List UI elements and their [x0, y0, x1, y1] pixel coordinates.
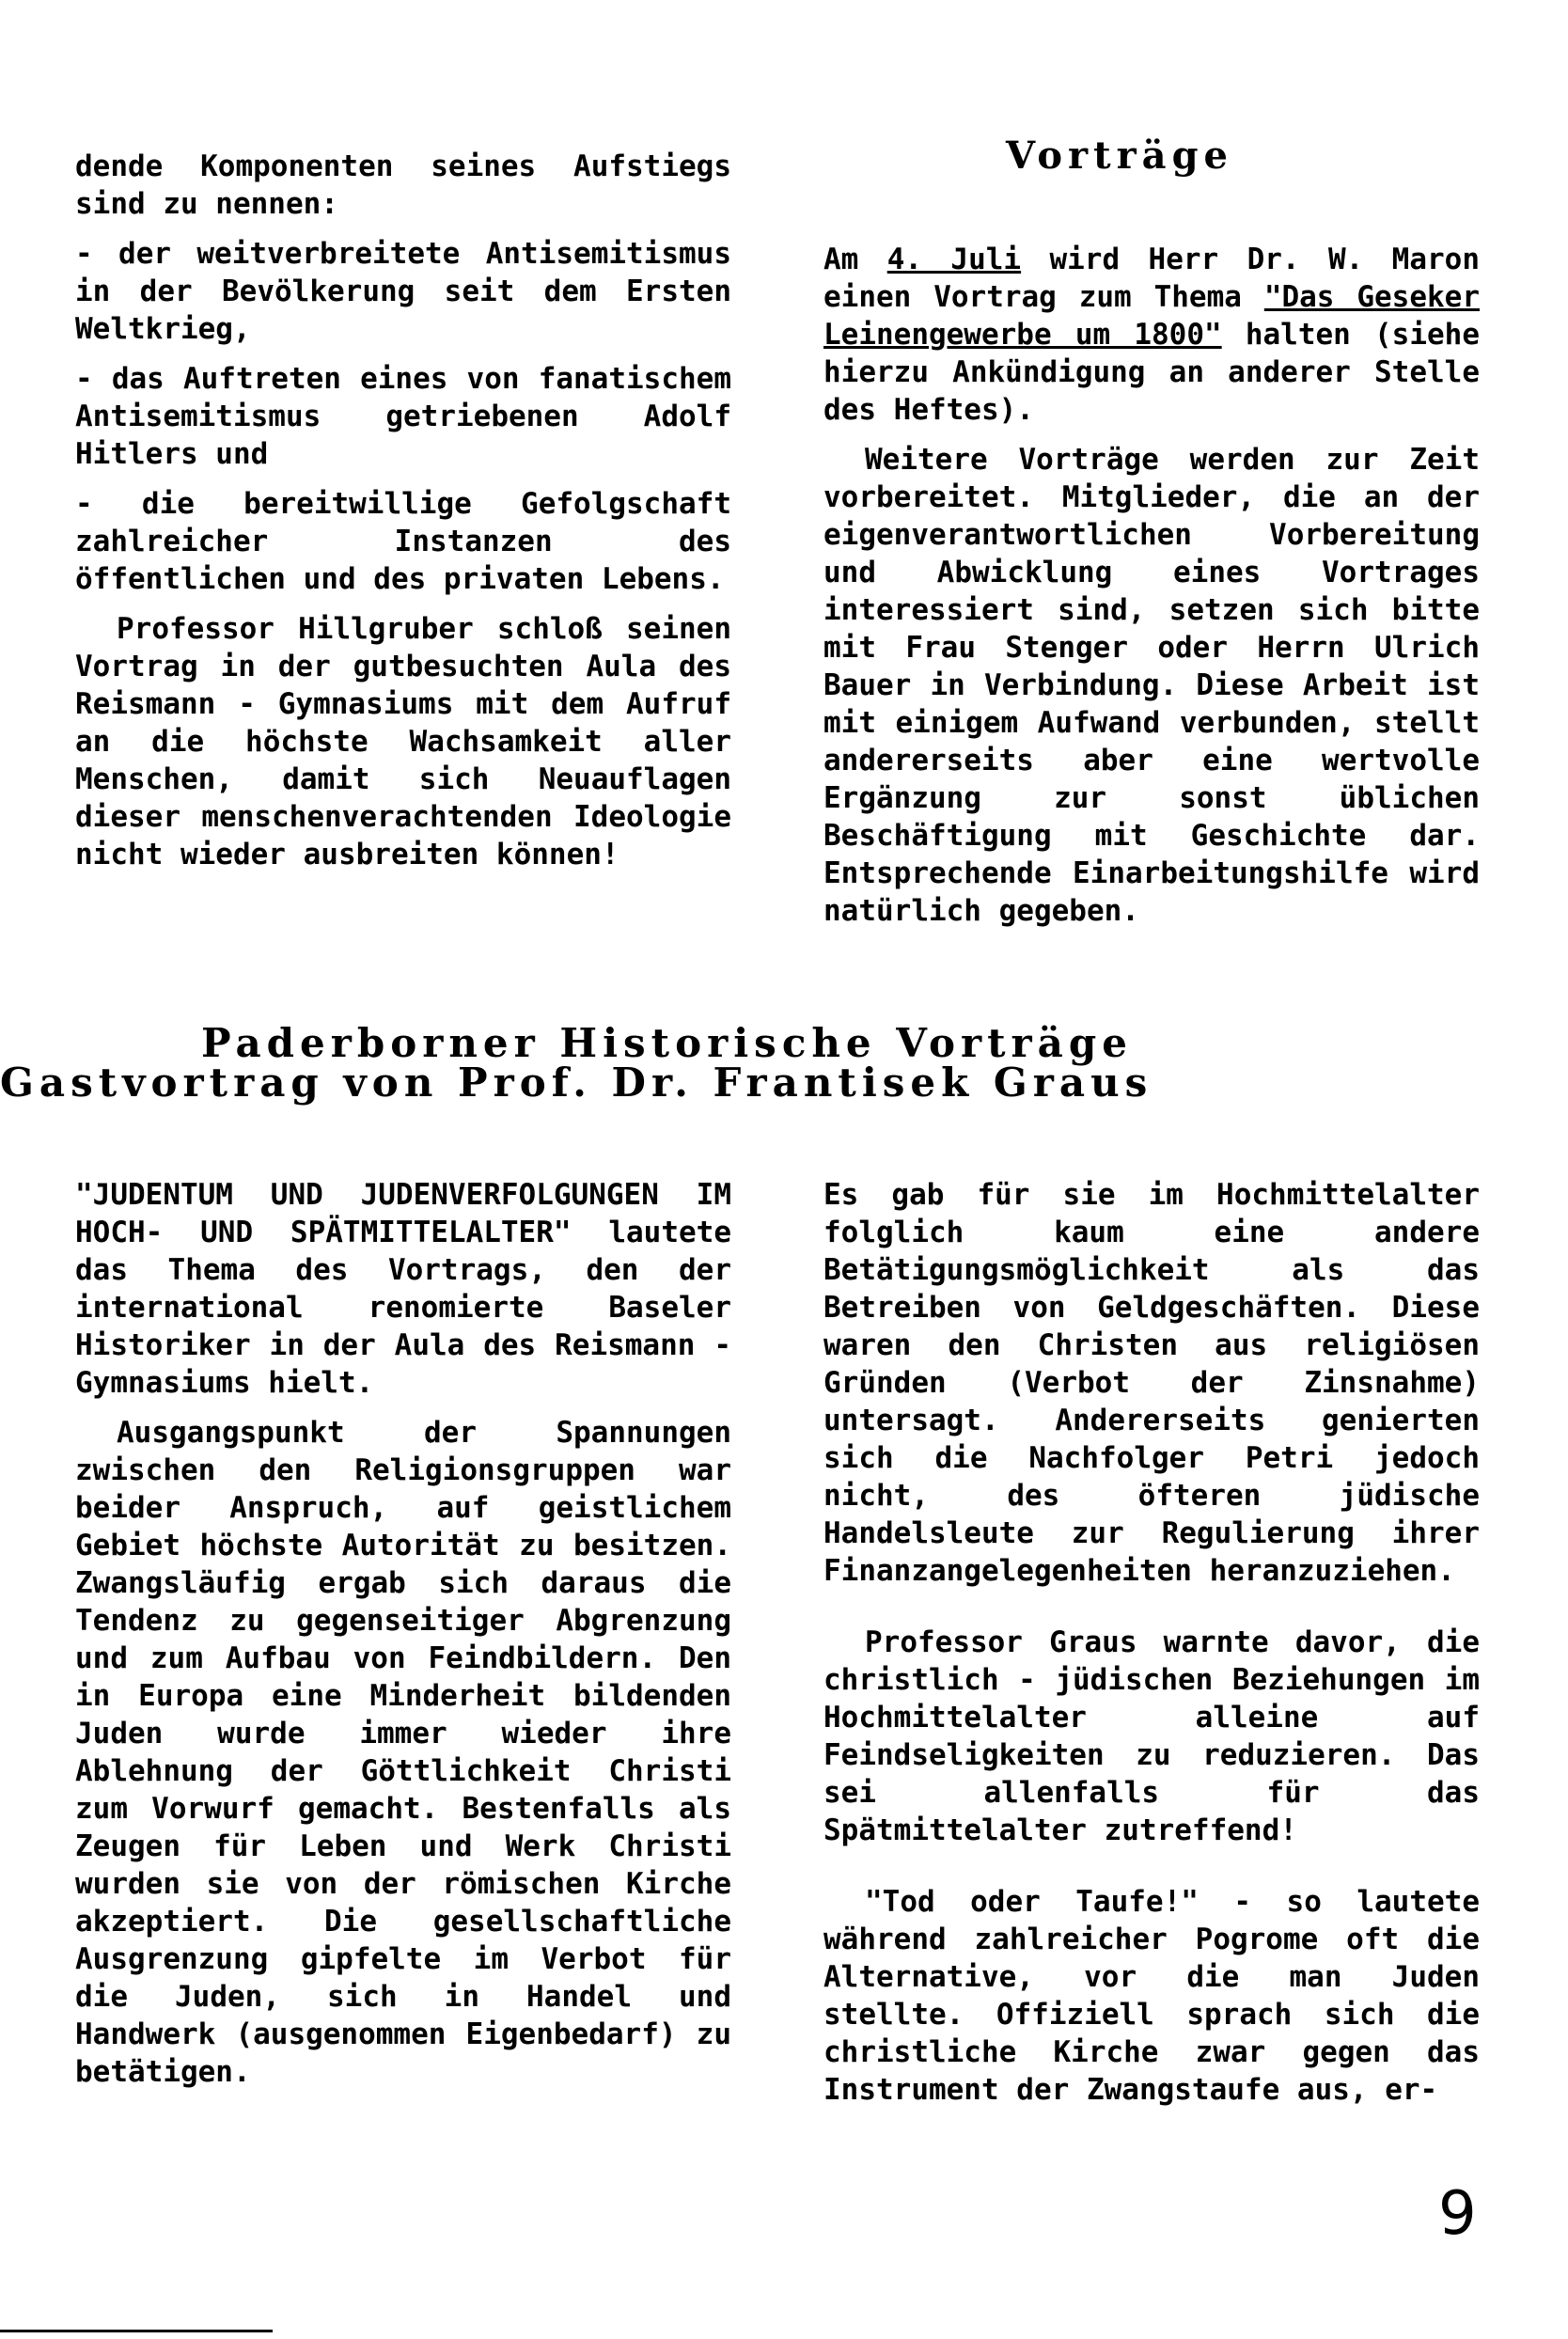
paragraph: Weitere Vorträge werden zur Zeit vorbereitet. Mitglieder, die an der eigenverantwortlichen Vorbereitung und Abwicklung eines Vortrages interessiert sind, setzen sich bitte mit Frau Stenger oder Herrn Ulrich Bauer in Verbindung. Diese Arbeit ist mit einigem Aufwand verbunden, stellt andererseits aber eine wertvolle Ergänzung zur sonst üblichen Beschäftigung mit Geschichte dar. Entsprechende Einarbeitungshilfe wird natürlich gegeben. [823, 443, 1480, 928]
paragraph [823, 241, 1480, 429]
paragraph: Ausgangspunkt der Spannungen zwischen den Religionsgruppen war beider Anspruch, auf geistlichem Gebiet höchste Autorität zu besitzen. Zwangsläufig ergab sich daraus die Tendenz zu gegenseitiger Abgrenzung und zum Aufbau von Feindbildern. Den in Europa eine Minderheit bildenden Juden wurde immer wieder ihre Ablehnung der Göttlichkeit Christi zum Vorwurf gemacht. Bestenfalls als Zeugen für Leben und Werk Christi wurden sie von der römischen Kirche akzeptiert. Die gesellschaftliche Ausgrenzung gipfelte im Verbot für die Juden, sich in Handel und Handwerk (ausgenommen Eigenbedarf) zu betätigen. [75, 1416, 731, 2089]
paragraph: Professor Hillgruber schloß seinen Vortrag in der gutbesuchten Aula des Reismann - Gymnasiums mit dem Aufruf an die höchste Wachsamkeit aller Menschen, damit sich Neuauflagen dieser menschenverachtenden Ideologie nicht wieder ausbreiten können! [75, 612, 731, 871]
text: wird Herr Dr. W. Maron einen Vortrag zum Thema [823, 243, 1480, 314]
paragraph: Es gab für sie im Hochmittelalter folglich kaum eine andere Betätigungsmöglichkeit als das Betreiben von Geldgeschäften. Diese waren den Christen aus religiösen Gründen (Verbot der Zinsnahme) untersagt. Andererseits genierten sich die Nachfolger Petri jedoch nicht, des öfteren jüdische Handelsleute zur Regulierung ihrer Finanzangelegenheiten heranzuziehen. [823, 1178, 1480, 1588]
paragraph: "Tod oder Taufe!" - so lautete während zahlreicher Pogrome oft die Alternative, vor die man Juden stellte. Offiziell sprach sich die christliche Kirche zwar gegen das Instrument der Zwangstaufe aus, er- [823, 1885, 1480, 2107]
article-left-column [75, 1176, 731, 2103]
paragraph: Professor Graus warnte davor, die christlich - jüdischen Beziehungen im Hochmittelalter alleine auf Feindseligkeiten zu reduzieren. Das sei allenfalls für das Spätmittelalter zutreffend! [823, 1625, 1480, 1847]
date: 4. Juli [886, 243, 1022, 276]
talk-title: "Das Geseker Leinengewerbe um 1800" [823, 280, 1480, 352]
paragraph: dende Komponenten seines Aufstiegs sind zu nennen: [75, 149, 731, 221]
page-number: 9 [1438, 2179, 1477, 2249]
text: halten (siehe hierzu Ankündigung an anderer Stelle des Heftes). [823, 318, 1480, 427]
article-right-column [823, 1176, 1480, 2121]
paragraph: "JUDENTUM UND JUDENVERFOLGUNGEN IM HOCH- UND SPÄTMITTELALTER" lautete das Thema des Vortrags, den der international renomierte Baseler Historiker in der Aula des Reismann - Gymnasiums hielt. [75, 1178, 731, 1400]
bottom-rule [0, 2330, 273, 2332]
vortraege-column [823, 241, 1480, 942]
vortraege-heading: Vorträge [1006, 133, 1234, 178]
list-item: - der weitverbreitete Antisemitismus in der Bevölkerung seit dem Ersten Weltkrieg, [75, 237, 731, 346]
list-item: - die bereitwillige Gefolgschaft zahlreicher Instanzen des öffentlichen und des privaten Lebens. [75, 487, 731, 596]
top-left-column [75, 148, 731, 886]
article-heading-line2: Gastvortrag von Prof. Dr. Frantisek Graus [0, 1060, 1153, 1106]
list-item: - das Auftreten eines von fanatischem Antisemitismus getriebenen Adolf Hitlers und [75, 362, 731, 471]
article-heading-line1: Paderborner Historische Vorträge [201, 1020, 1133, 1066]
text: Am [823, 243, 887, 276]
